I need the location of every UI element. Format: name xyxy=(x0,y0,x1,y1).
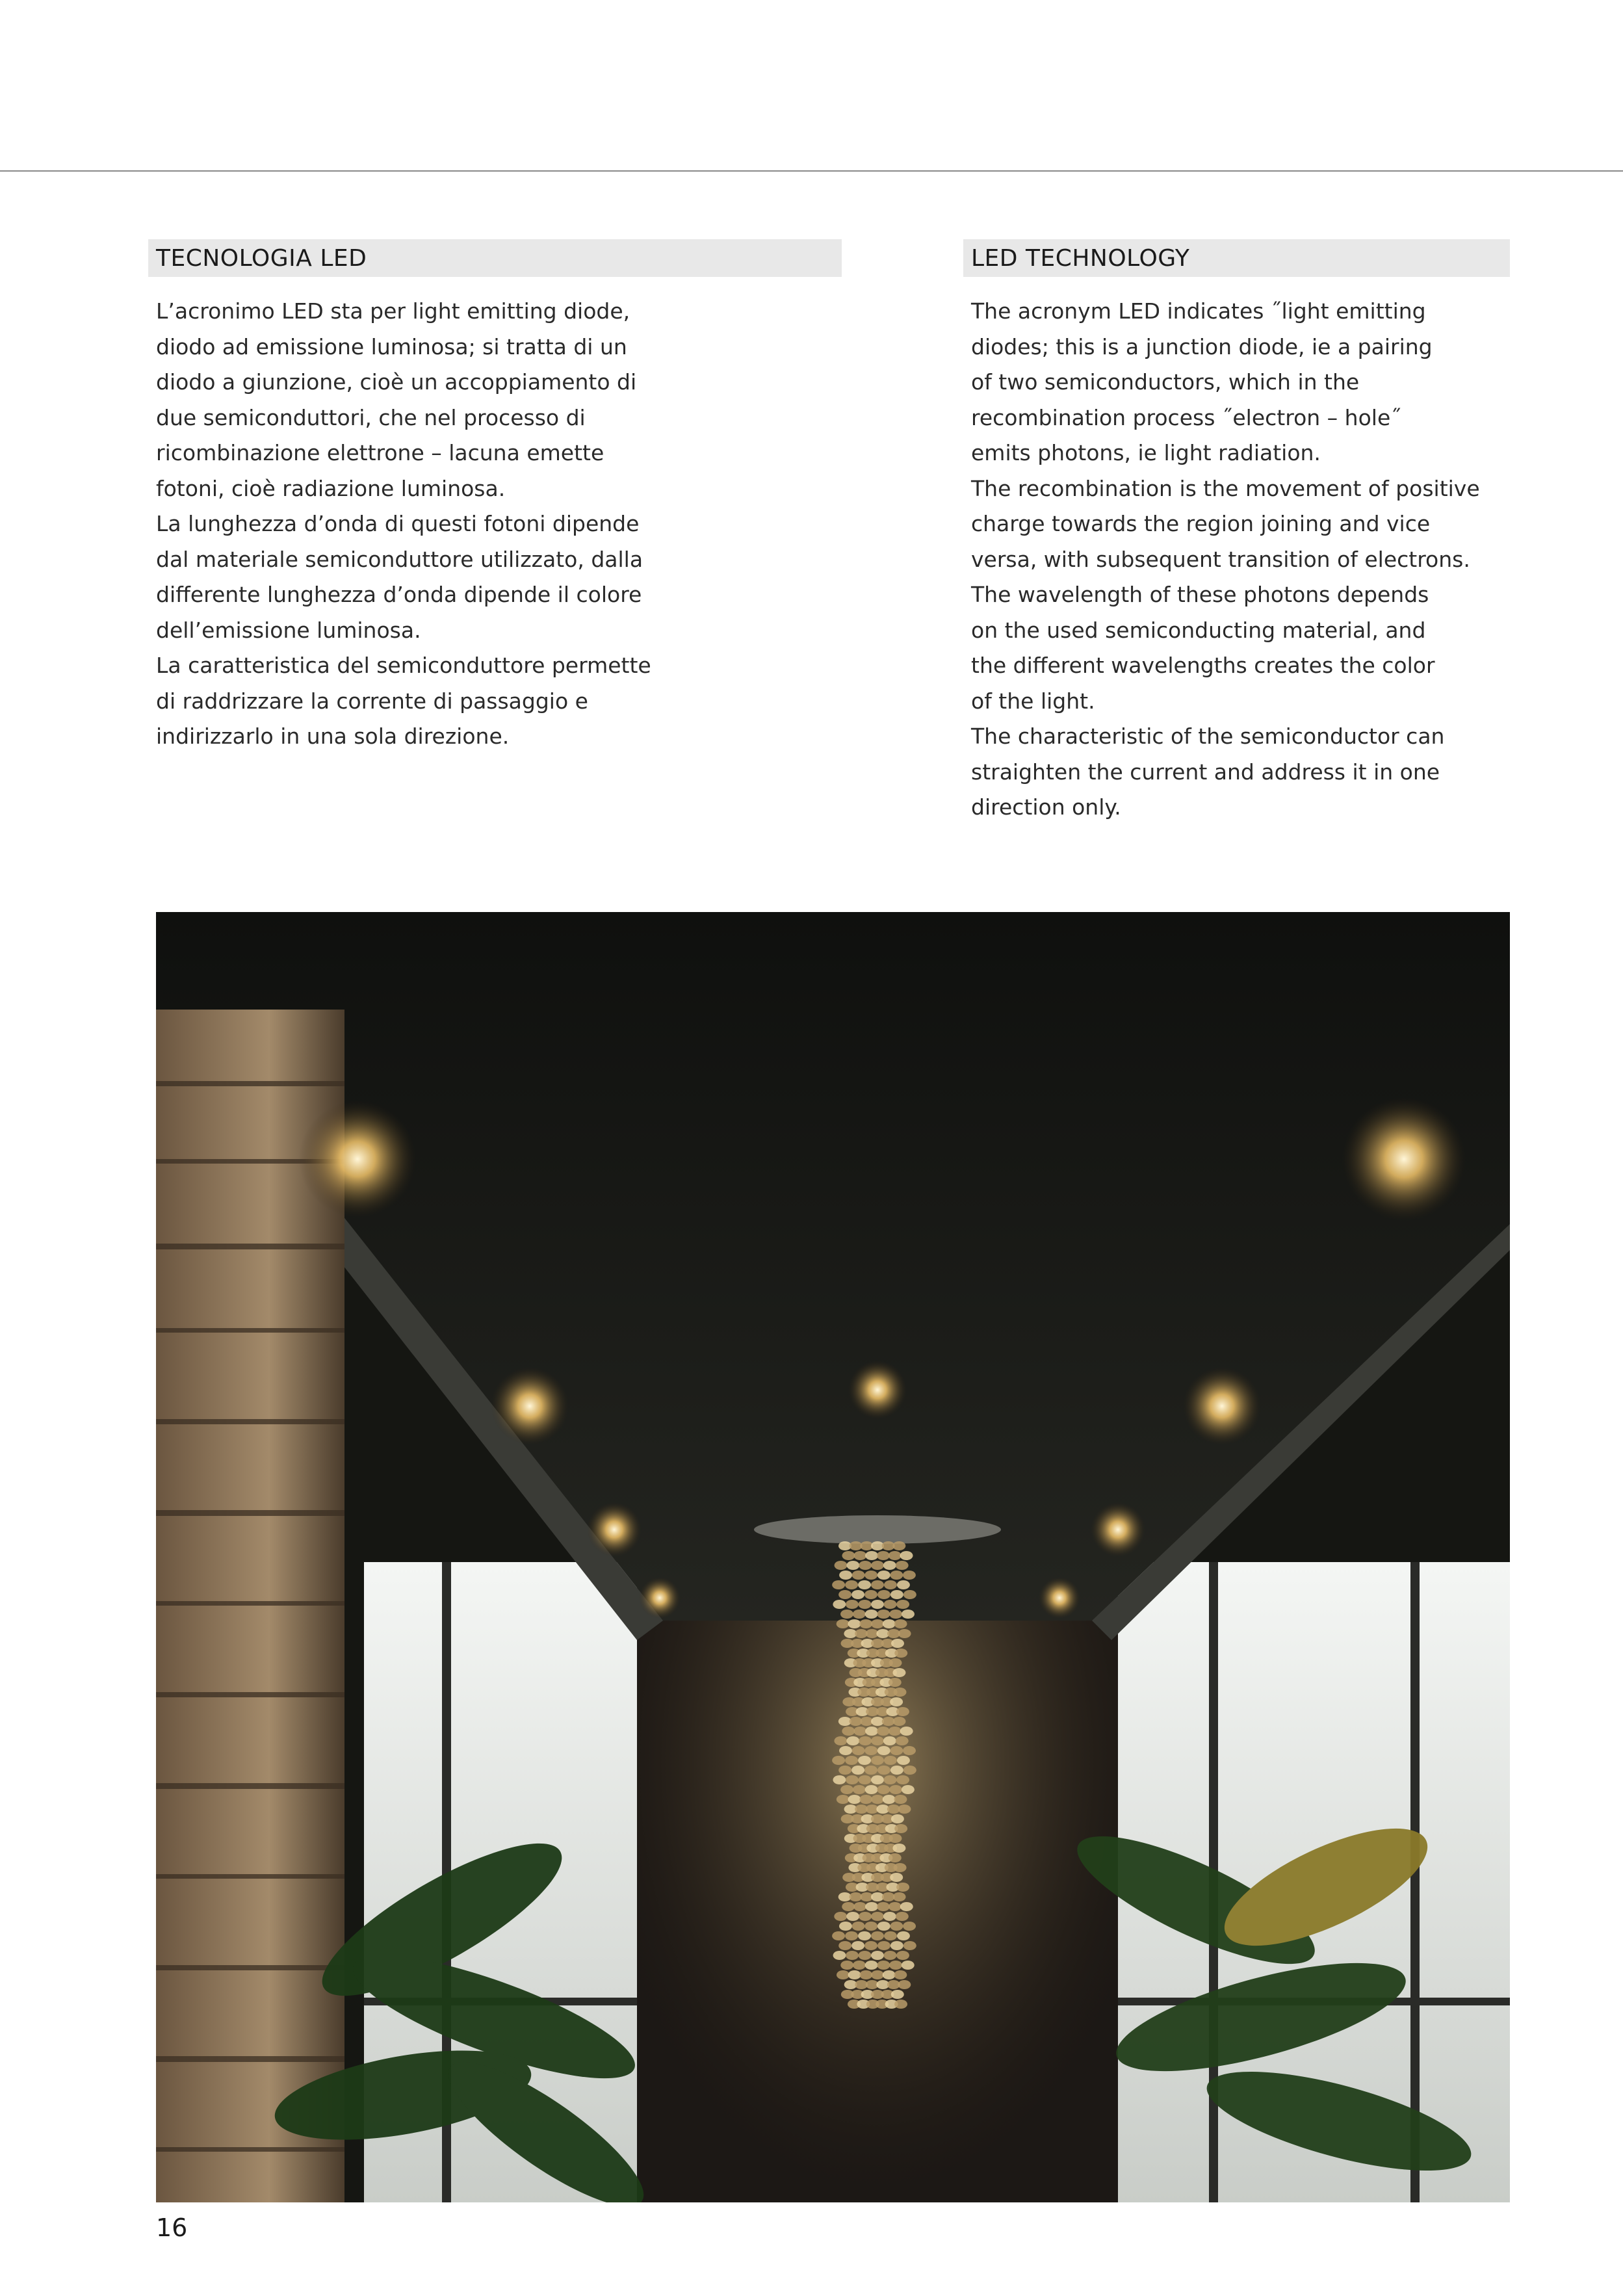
crystal-bead xyxy=(848,1795,861,1804)
crystal-bead xyxy=(877,1902,890,1911)
crystal-bead xyxy=(859,1912,872,1921)
ceiling-light xyxy=(1342,1097,1466,1221)
body-line: diodo a giunzione, cioè un accoppiamento di xyxy=(156,369,637,395)
crystal-bead xyxy=(859,1736,872,1745)
crystal-bead xyxy=(859,1970,872,1979)
italian-heading-bar xyxy=(148,239,842,277)
crystal-bead xyxy=(902,1610,915,1619)
crystal-bead xyxy=(896,1951,909,1960)
crystal-bead xyxy=(871,1912,884,1921)
crystal-bead xyxy=(851,1766,864,1775)
crystal-bead xyxy=(894,1688,907,1697)
crystal-bead xyxy=(846,1736,859,1745)
body-line: charge towards the region joining and vice xyxy=(971,511,1431,536)
body-line: straighten the current and address it in one xyxy=(971,759,1440,785)
body-line: indirizzarlo in una sola direzione. xyxy=(156,724,510,749)
crystal-bead xyxy=(846,1561,859,1570)
crystal-bead xyxy=(846,1600,859,1609)
crystal-bead xyxy=(877,1941,890,1950)
crystal-bead xyxy=(871,1795,884,1804)
crystal-bead xyxy=(853,1551,866,1560)
crystal-bead xyxy=(877,1785,890,1794)
body-line: the different wavelengths creates the color xyxy=(971,653,1435,678)
crystal-bead xyxy=(835,1561,848,1570)
crystal-bead xyxy=(896,1883,909,1892)
english-body xyxy=(963,294,1510,826)
crystal-bead xyxy=(884,1931,897,1940)
crystal-bead xyxy=(853,1961,866,1970)
crystal-bead xyxy=(890,1746,903,1755)
crystal-bead xyxy=(840,1961,853,1970)
crystal-bead xyxy=(892,1717,905,1726)
crystal-bead xyxy=(877,1746,890,1755)
crystal-bead xyxy=(903,1746,916,1755)
crystal-bead xyxy=(853,1902,866,1911)
crystal-bead xyxy=(848,1970,861,1979)
crystal-bead xyxy=(900,1551,913,1560)
ceiling-light xyxy=(1039,1577,1080,1619)
crystal-bead xyxy=(892,1668,905,1677)
body-line: of two semiconductors, which in the xyxy=(971,369,1360,395)
crystal-bead xyxy=(833,1775,846,1784)
crystal-bead xyxy=(859,1619,872,1628)
chandelier-canopy xyxy=(754,1515,1001,1544)
crystal-bead xyxy=(883,1736,896,1745)
crystal-bead xyxy=(889,1834,902,1843)
crystal-bead xyxy=(902,1961,915,1970)
crystal-bead xyxy=(871,1756,884,1765)
crystal-bead xyxy=(865,1551,878,1560)
crystal-bead xyxy=(898,1805,911,1814)
body-line: L’acronimo LED sta per light emitting diode, xyxy=(156,298,630,324)
crystal-bead xyxy=(833,1600,846,1609)
crystal-bead xyxy=(893,1892,906,1901)
italian-heading: TECNOLOGIA LED xyxy=(156,244,367,272)
crystal-bead xyxy=(838,1590,851,1599)
ceiling-light xyxy=(848,1361,907,1419)
crystal-bead xyxy=(832,1931,845,1940)
crystal-bead xyxy=(858,1931,871,1940)
crystal-bead xyxy=(871,1561,884,1570)
italian-body xyxy=(148,294,842,755)
crystal-bead xyxy=(858,1775,871,1784)
crystal-bead xyxy=(903,1766,916,1775)
body-line: diodo ad emissione luminosa; si tratta di un xyxy=(156,333,627,359)
body-line: The acronym LED indicates ˝light emitting xyxy=(971,298,1426,324)
interior-photo xyxy=(156,912,1510,2202)
crystal-bead xyxy=(896,1912,909,1921)
ceiling-light xyxy=(639,1577,681,1619)
crystal-bead xyxy=(877,1590,890,1599)
crystal-bead xyxy=(839,1746,852,1755)
crystal-bead xyxy=(853,1610,866,1619)
body-line: due semiconduttori, che nel processo di xyxy=(156,404,586,430)
ceiling-light xyxy=(299,1101,416,1218)
crystal-bead xyxy=(840,1785,853,1794)
crystal-bead xyxy=(852,1746,865,1755)
crystal-bead xyxy=(889,1551,902,1560)
crystal-bead xyxy=(871,1970,884,1979)
page-number: 16 xyxy=(156,2213,188,2242)
crystal-bead xyxy=(845,1580,858,1589)
crystal-bead xyxy=(832,1580,845,1589)
crystal-bead xyxy=(896,1736,909,1745)
crystal-bead xyxy=(883,1795,896,1804)
crystal-bead xyxy=(864,1922,877,1931)
english-heading-bar xyxy=(963,239,1510,277)
crystal-bead xyxy=(838,1941,851,1950)
crystal-bead xyxy=(871,1951,884,1960)
crystal-bead xyxy=(900,1902,913,1911)
crystal-bead xyxy=(903,1571,916,1580)
body-line: dell’emissione luminosa. xyxy=(156,617,421,643)
crystal-bead xyxy=(890,1922,903,1931)
crystal-bead xyxy=(877,1551,890,1560)
crystal-bead xyxy=(894,1649,907,1658)
crystal-bead xyxy=(846,1912,859,1921)
crystal-bead xyxy=(858,1756,871,1765)
body-line: differente lunghezza d’onda dipende il colore xyxy=(156,582,642,607)
crystal-bead xyxy=(853,1727,866,1736)
crystal-bead xyxy=(884,1580,897,1589)
crystal-bead xyxy=(852,1571,865,1580)
crystal-bead xyxy=(894,1824,907,1833)
body-line: on the used semiconducting material, and xyxy=(971,617,1426,643)
ceiling-light xyxy=(491,1367,569,1445)
crystal-bead xyxy=(834,1912,847,1921)
crystal-bead xyxy=(837,1619,850,1628)
ceiling-light xyxy=(1183,1367,1261,1445)
crystal-bead xyxy=(865,1610,878,1619)
crystal-bead xyxy=(842,1551,855,1560)
interior-illustration xyxy=(156,912,1510,2202)
crystal-bead xyxy=(871,1600,884,1609)
crystal-bead xyxy=(832,1756,845,1765)
body-line: diodes; this is a junction diode, ie a pairing xyxy=(971,333,1433,359)
crystal-bead xyxy=(839,1571,852,1580)
crystal-bead xyxy=(851,1590,864,1599)
crystal-bead xyxy=(833,1951,846,1960)
crystal-bead xyxy=(871,1619,884,1628)
crystal-bead xyxy=(877,1610,890,1619)
crystal-bead xyxy=(897,1756,910,1765)
crystal-bead xyxy=(890,1571,903,1580)
crystal-bead xyxy=(902,1785,915,1794)
crystal-bead xyxy=(889,1902,902,1911)
crystal-bead xyxy=(898,1629,911,1638)
body-line: fotoni, cioè radiazione luminosa. xyxy=(156,475,506,501)
crystal-bead xyxy=(871,1580,884,1589)
crystal-bead xyxy=(891,1814,904,1823)
crystal-bead xyxy=(892,1844,905,1853)
body-line: La lunghezza d’onda di questi fotoni dipende xyxy=(156,511,640,536)
crystal-bead xyxy=(883,1619,896,1628)
crystal-bead xyxy=(891,1639,904,1648)
crystal-bead xyxy=(889,1961,902,1970)
english-heading: LED TECHNOLOGY xyxy=(971,244,1190,272)
crystal-bead xyxy=(896,1600,909,1609)
crystal-bead xyxy=(837,1795,850,1804)
crystal-bead xyxy=(891,1990,904,1999)
crystal-bead xyxy=(889,1658,902,1667)
crystal-bead xyxy=(845,1756,858,1765)
crystal-bead xyxy=(877,1922,890,1931)
crystal-bead xyxy=(848,1619,861,1628)
crystal-bead xyxy=(896,1707,909,1716)
crystal-bead xyxy=(840,1610,853,1619)
crystal-bead xyxy=(837,1970,850,1979)
crystal-bead xyxy=(839,1922,852,1931)
crystal-bead xyxy=(884,1600,897,1609)
crystal-bead xyxy=(884,1775,897,1784)
crystal-bead xyxy=(890,1697,903,1706)
body-line: The recombination is the movement of positive xyxy=(971,475,1480,501)
crystal-bead xyxy=(890,1873,903,1882)
crystal-bead xyxy=(896,1561,909,1570)
ceiling-light xyxy=(1091,1502,1145,1557)
crystal-bead xyxy=(845,1931,858,1940)
italian-column xyxy=(148,239,842,755)
crystal-bead xyxy=(903,1941,916,1950)
crystal-bead xyxy=(865,1785,878,1794)
crystal-bead xyxy=(865,1902,878,1911)
body-line: The wavelength of these photons depends xyxy=(971,582,1429,607)
crystal-bead xyxy=(846,1951,859,1960)
crystal-bead xyxy=(897,1580,910,1589)
ceiling-light xyxy=(587,1502,642,1557)
crystal-bead xyxy=(900,1727,913,1736)
body-line: emits photons, ie light radiation. xyxy=(971,440,1321,465)
crystal-bead xyxy=(858,1600,871,1609)
crystal-bead xyxy=(842,1727,855,1736)
body-line: La caratteristica del semiconduttore permette xyxy=(156,653,651,678)
crystal-bead xyxy=(890,1941,903,1950)
crystal-bead xyxy=(883,1951,896,1960)
crystal-bead xyxy=(883,1912,896,1921)
crystal-bead xyxy=(859,1561,872,1570)
crystal-bead xyxy=(890,1766,903,1775)
body-line: di raddrizzare la corrente di passaggio e xyxy=(156,688,588,714)
crystal-bead xyxy=(894,1970,907,1979)
crystal-bead xyxy=(842,1902,855,1911)
crystal-bead xyxy=(903,1922,916,1931)
crystal-bead xyxy=(865,1961,878,1970)
crystal-bead xyxy=(865,1727,878,1736)
crystal-bead xyxy=(834,1736,847,1745)
crystal-bead xyxy=(871,1775,884,1784)
crystal-bead xyxy=(884,1756,897,1765)
crystal-bead xyxy=(853,1785,866,1794)
crystal-bead xyxy=(859,1795,872,1804)
crystal-bead xyxy=(894,2000,907,2009)
crystal-bead xyxy=(903,1590,916,1599)
crystal-bead xyxy=(871,1931,884,1940)
crystal-bead xyxy=(898,1980,911,1989)
body-line: recombination process ˝electron – hole˝ xyxy=(971,404,1401,430)
body-line: ricombinazione elettrone – lacuna emette xyxy=(156,440,604,465)
crystal-bead xyxy=(877,1766,890,1775)
body-line: The characteristic of the semiconductor can xyxy=(971,724,1445,749)
crystal-bead xyxy=(890,1590,903,1599)
crystal-bead xyxy=(889,1853,902,1862)
crystal-bead xyxy=(864,1571,877,1580)
crystal-bead xyxy=(892,1541,905,1550)
crystal-bead xyxy=(852,1922,865,1931)
crystal-bead xyxy=(877,1571,890,1580)
crystal-bead xyxy=(859,1951,872,1960)
crystal-bead xyxy=(889,1678,902,1687)
crystal-bead xyxy=(889,1785,902,1794)
top-rule xyxy=(0,170,1623,172)
crystal-bead xyxy=(894,1795,907,1804)
crystal-bead xyxy=(877,1961,890,1970)
crystal-bead xyxy=(864,1590,877,1599)
crystal-bead xyxy=(894,1619,907,1628)
crystal-bead xyxy=(838,1766,851,1775)
crystal-bead xyxy=(896,1775,909,1784)
crystal-bead xyxy=(877,1727,890,1736)
body-line: versa, with subsequent transition of electrons. xyxy=(971,546,1470,572)
crystal-bead xyxy=(858,1580,871,1589)
body-line: of the light. xyxy=(971,688,1095,714)
crystal-bead xyxy=(897,1931,910,1940)
crystal-bead xyxy=(864,1941,877,1950)
crystal-bead xyxy=(851,1941,864,1950)
crystal-bead xyxy=(894,1863,907,1872)
body-line: direction only. xyxy=(971,794,1121,820)
crystal-bead xyxy=(883,1970,896,1979)
crystal-bead xyxy=(883,1561,896,1570)
crystal-bead xyxy=(864,1766,877,1775)
crystal-bead xyxy=(889,1727,902,1736)
crystal-bead xyxy=(846,1775,859,1784)
body-line: dal materiale semiconduttore utilizzato, dalla xyxy=(156,546,643,572)
english-column xyxy=(963,239,1510,826)
crystal-bead xyxy=(889,1610,902,1619)
crystal-bead xyxy=(871,1736,884,1745)
crystal-bead xyxy=(864,1746,877,1755)
